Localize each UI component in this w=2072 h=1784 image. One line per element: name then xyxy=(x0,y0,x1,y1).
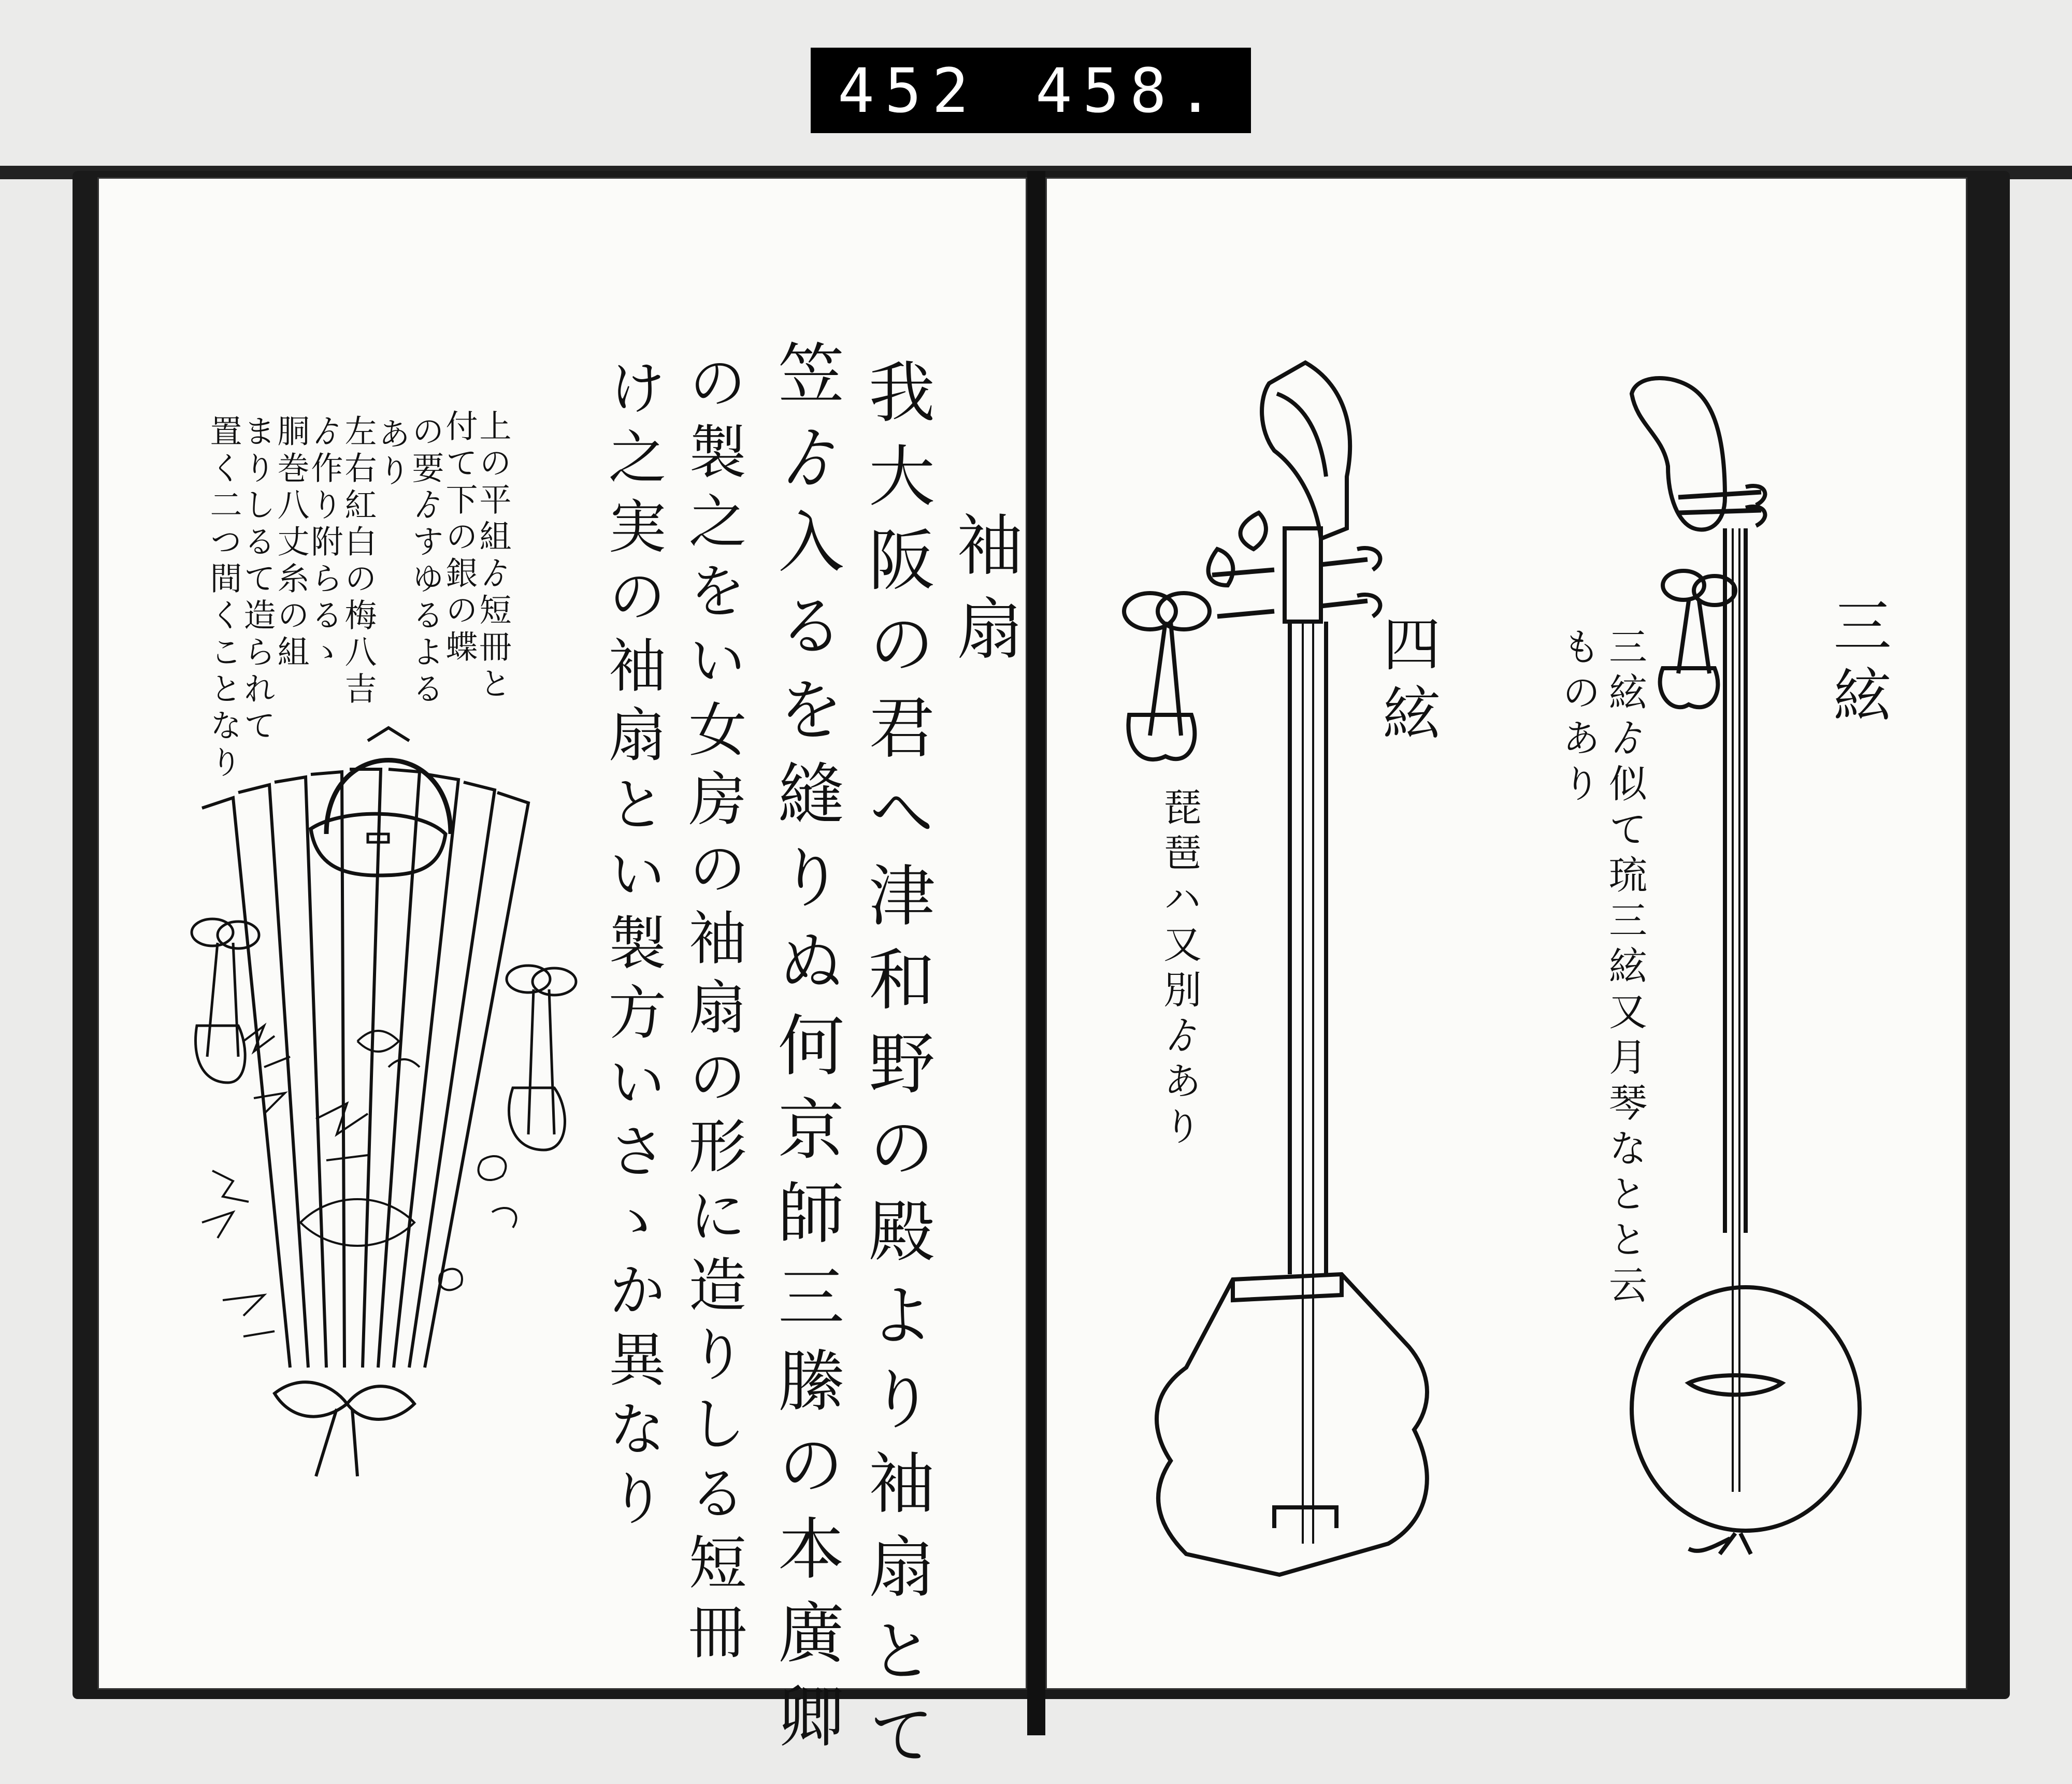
book-gutter xyxy=(1027,171,1045,1735)
caption-column-1: 上の平組ゟ短冊と xyxy=(474,409,512,703)
caption-column-4: あり xyxy=(373,417,411,491)
three-string-note-column-2: ものあり xyxy=(1556,627,1601,809)
frame-number-left: 452 xyxy=(838,54,980,126)
caption-column-5: 左右紅白の梅八吉 xyxy=(339,414,377,709)
caption-column-8: まりしるて造られて xyxy=(238,414,276,745)
three-string-instrument-illustration xyxy=(1603,363,1896,1564)
four-string-instrument-illustration xyxy=(1098,342,1461,1595)
caption-column-2: 付て下の銀の蝶 xyxy=(440,409,478,667)
caption-column-7: 胴巻八丈糸の組 xyxy=(272,414,310,672)
body-column-4: け之実の袖扇とい製方いさゝか異なり xyxy=(599,357,666,1537)
caption-column-3: の要ゟすゆるよる xyxy=(407,414,444,709)
caption-column-6: ゟ作り附らるゝ xyxy=(306,414,343,672)
four-string-note: 琵琶ハ又別ゟあり xyxy=(1157,787,1202,1152)
left-title: 袖扇 xyxy=(945,510,1023,678)
body-column-3: の製之をい女房の袖扇の形に造りしる短冊 xyxy=(679,352,746,1671)
folding-fan-illustration xyxy=(171,704,585,1481)
caption-column-9: 置く二つ間くことなり xyxy=(205,414,242,782)
body-column-2: 笠ゟ入るを縫りぬ何京師三縢の本廣卿 xyxy=(767,339,844,1766)
four-string-label: 四絃 xyxy=(1373,614,1441,753)
three-string-note-column-1: 三絃ゟ似て琉三絃又月琴なとと云 xyxy=(1603,627,1647,1311)
body-column-1: 我大阪の君へ津和野の殿より袖扇とて xyxy=(857,357,934,1784)
frame-number-right: 458. xyxy=(1035,54,1224,126)
frame-number-label xyxy=(811,48,1251,133)
three-string-label: 三絃 xyxy=(1824,596,1891,735)
